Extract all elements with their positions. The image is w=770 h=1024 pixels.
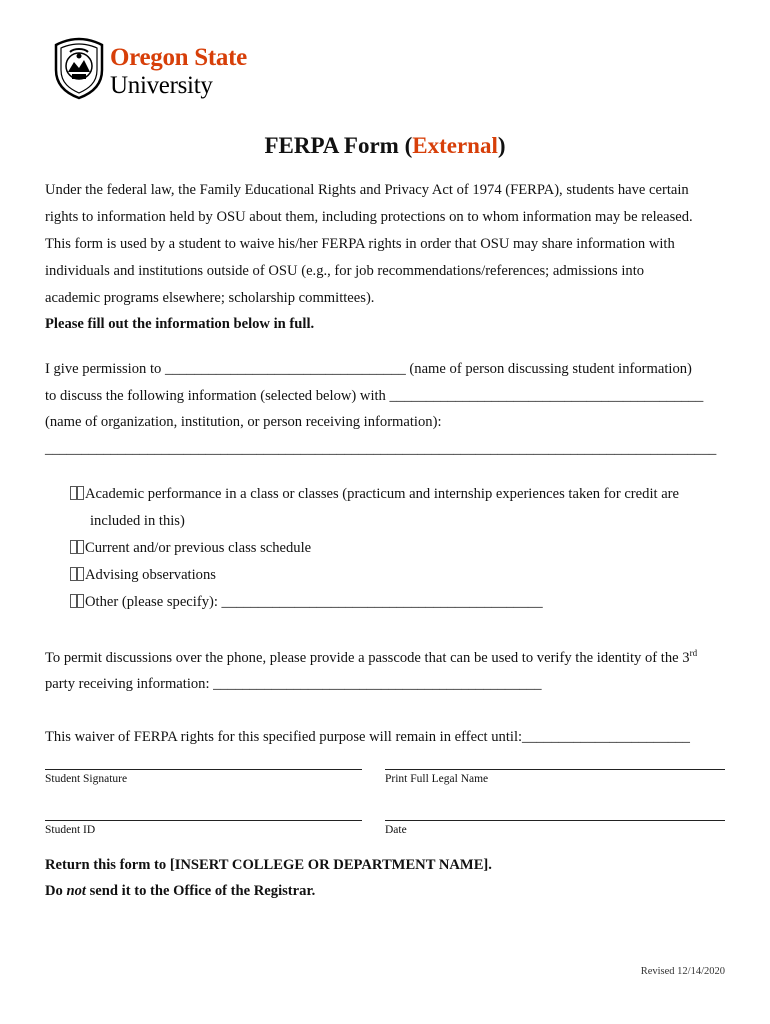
option-other[interactable] <box>70 594 543 611</box>
registrar-note <box>45 883 315 900</box>
registrar-note-a: Do <box>45 883 67 899</box>
phone-passcode-line[interactable]: party receiving information: _____________________________________________ <box>45 676 542 692</box>
page-title <box>0 133 770 159</box>
waiver-until-line[interactable]: This waiver of FERPA rights for this specified purpose will remain in effect until:_______________________ <box>45 729 690 745</box>
date-line[interactable] <box>385 820 725 821</box>
intro-line-2: rights to information held by OSU about them, including protections on to whom information may be released. <box>45 209 693 225</box>
student-id-line[interactable] <box>45 820 362 821</box>
checkbox-icon[interactable] <box>70 567 84 580</box>
option-label: Advising observations <box>85 567 216 583</box>
permission-line-1[interactable]: I give permission to _________________________________ (name of person discussing student information) <box>45 361 692 377</box>
checkbox-icon[interactable] <box>70 486 84 499</box>
return-instruction: Return this form to [INSERT COLLEGE OR DEPARTMENT NAME]. <box>45 857 492 873</box>
date-label: Date <box>385 824 407 836</box>
option-label: Other (please specify): ____________________________________________ <box>85 594 543 610</box>
student-signature-line[interactable] <box>45 769 362 770</box>
checkbox-icon[interactable] <box>70 594 84 607</box>
phone-line-1 <box>45 648 697 667</box>
option-academic-performance-cont: included in this) <box>90 513 185 529</box>
permission-line-3: (name of organization, institution, or person receiving information): <box>45 414 442 430</box>
print-name-label: Print Full Legal Name <box>385 773 489 785</box>
intro-line-1: Under the federal law, the Family Educational Rights and Privacy Act of 1974 (FERPA), students have certain <box>45 182 689 198</box>
print-name-line[interactable] <box>385 769 725 770</box>
title-close: ) <box>497 133 506 158</box>
registrar-note-em: not <box>66 883 86 899</box>
intro-line-5: academic programs elsewhere; scholarship committees). <box>45 290 375 306</box>
title-accent: External <box>412 133 498 158</box>
option-label: Academic performance in a class or classes (practicum and internship experiences taken for credit are <box>85 486 680 502</box>
logo-text-oregon-state: Oregon State <box>110 44 247 71</box>
permission-line-4[interactable]: ____________________________________________________________________________________________ <box>45 441 717 457</box>
logo-text-university: University <box>110 72 213 99</box>
option-advising-observations[interactable] <box>70 567 216 584</box>
checkbox-icon[interactable] <box>70 540 84 553</box>
title-main: FERPA Form ( <box>264 133 413 158</box>
phone-superscript: rd <box>689 648 698 658</box>
option-label: Current and/or previous class schedule <box>85 540 312 556</box>
student-signature-label: Student Signature <box>45 773 128 785</box>
revised-date: Revised 12/14/2020 <box>640 966 725 977</box>
intro-line-4: individuals and institutions outside of OSU (e.g., for job recommendations/references; admissions into <box>45 263 645 279</box>
option-academic-performance[interactable] <box>70 486 679 503</box>
phone-text: To permit discussions over the phone, please provide a passcode that can be used to verify the identity of the 3 <box>45 649 690 666</box>
option-class-schedule[interactable] <box>70 540 311 557</box>
osu-seal-icon <box>50 36 108 100</box>
osu-logo <box>50 36 290 106</box>
registrar-note-b: send it to the Office of the Registrar. <box>85 883 316 899</box>
student-id-label: Student ID <box>45 824 96 836</box>
permission-line-2[interactable]: to discuss the following information (selected below) with ___________________________________________ <box>45 388 704 404</box>
instruction-text: Please fill out the information below in full. <box>45 316 315 332</box>
intro-line-3: This form is used by a student to waive his/her FERPA rights in order that OSU may share information with <box>45 236 675 252</box>
